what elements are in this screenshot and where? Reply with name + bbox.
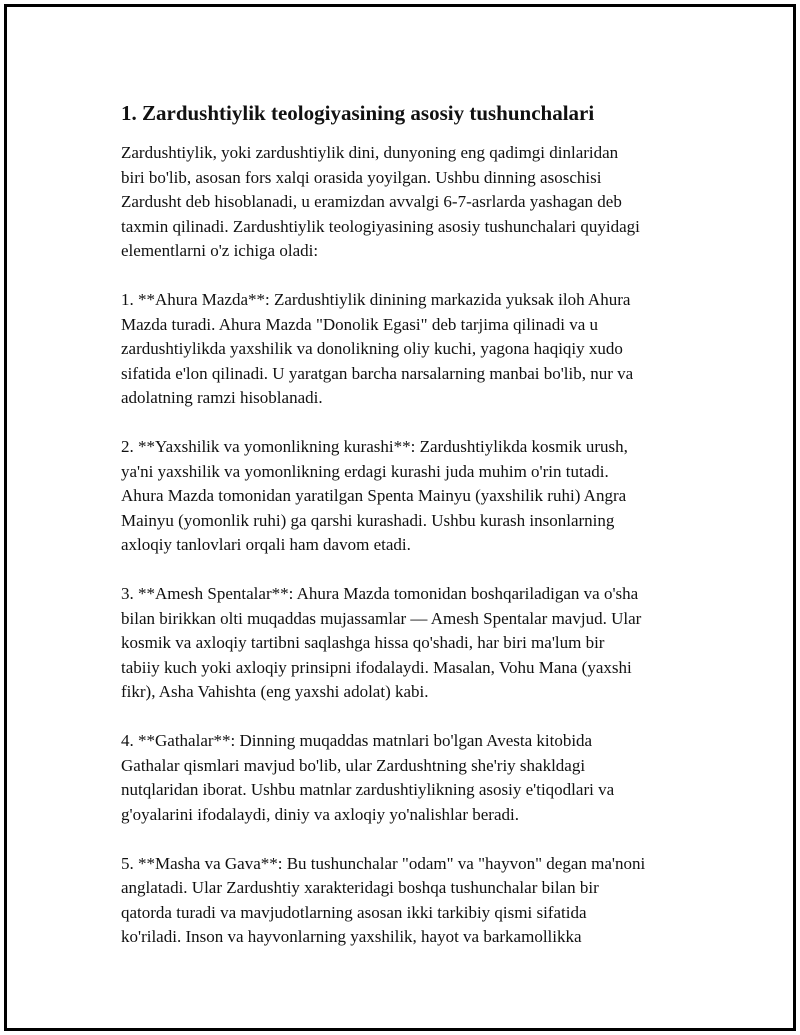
paragraph-amesh-spentas: 3. **Amesh Spentalar**: Ahura Mazda tomonidan boshqariladigan va o'sha bilan birikkan olti muqaddas mujassamlar — Amesh Spentalar mavjud. Ular kosmik va axloqiy tartibni saqlashga hissa qo'shadi, har biri ma'lum bir tabiiy kuch yoki axloqiy prinsipni ifodalaydi. Masalan, Vohu Mana (yaxshi fikr), Asha Vahishta (eng yaxshi adolat) kabi. [121,584,642,701]
paragraph-good-vs-evil: 2. **Yaxshilik va yomonlikning kurashi**: Zardushtiylikda kosmik urush, ya'ni yaxshilik va yomonlikning erdagi kurashi juda muhim o'rin tutadi. Ahura Mazda tomonidan yaratilgan Spenta Mainyu (yaxshilik ruhi) Angra Mainyu (yomonlik ruhi) ga qarshi kurashadi. Ushbu kurash insonlarning axloqiy tanlovlari orqali ham davom etadi. [121,437,628,554]
intro-paragraph: Zardushtiylik, yoki zardushtiylik dini, dunyoning eng qadimgi dinlaridan biri bo'lib, asosan fors xalqi orasida yoyilgan. Ushbu dinning asoschisi Zardusht deb hisoblanadi, u eramizdan avvalgi 6-7-asrlarda yashagan deb taxmin qilinadi. Zardushtiylik teologiyasining asosiy tushunchalari quyidagi elementlarni o'z ichiga oladi: [121,143,640,260]
page-frame [4,4,796,1031]
paragraph-ahura-mazda: 1. **Ahura Mazda**: Zardushtiylik dinining markazida yuksak iloh Ahura Mazda turadi. Ahura Mazda "Donolik Egasi" deb tarjima qilinadi va u zardushtiylikda yaxshilik va donolikning oliy kuchi, yagona haqiqiy xudo sifatida e'lon qilinadi. U yaratgan barcha narsalarning manbai bo'lib, nur va adolatning ramzi hisoblanadi. [121,290,634,407]
paragraph-gathas: 4. **Gathalar**: Dinning muqaddas matnlari bo'lgan Avesta kitobida Gathalar qismlari mavjud bo'lib, ular Zardushtning she'riy shakldagi nutqlaridan iborat. Ushbu matnlar zardushtiylikning asosiy e'tiqodlari va g'oyalarini ifodalaydi, diniy va axloqiy yo'nalishlar beradi. [121,731,615,824]
document-title: 1. Zardushtiylik teologiyasining asosiy tushunchalari [121,101,595,125]
paragraph-masha-gava: 5. **Masha va Gava**: Bu tushunchalar "odam" va "hayvon" degan ma'noni anglatadi. Ular Zardushtiy xarakteridagi boshqa tushunchalar bilan bir qatorda turadi va mavjudotlarning asosan ikki tarkibiy qismi sifatida ko'riladi. Inson va hayvonlarning yaxshilik, hayot va barkamollikka [121,853,646,946]
document-body [121,99,701,974]
